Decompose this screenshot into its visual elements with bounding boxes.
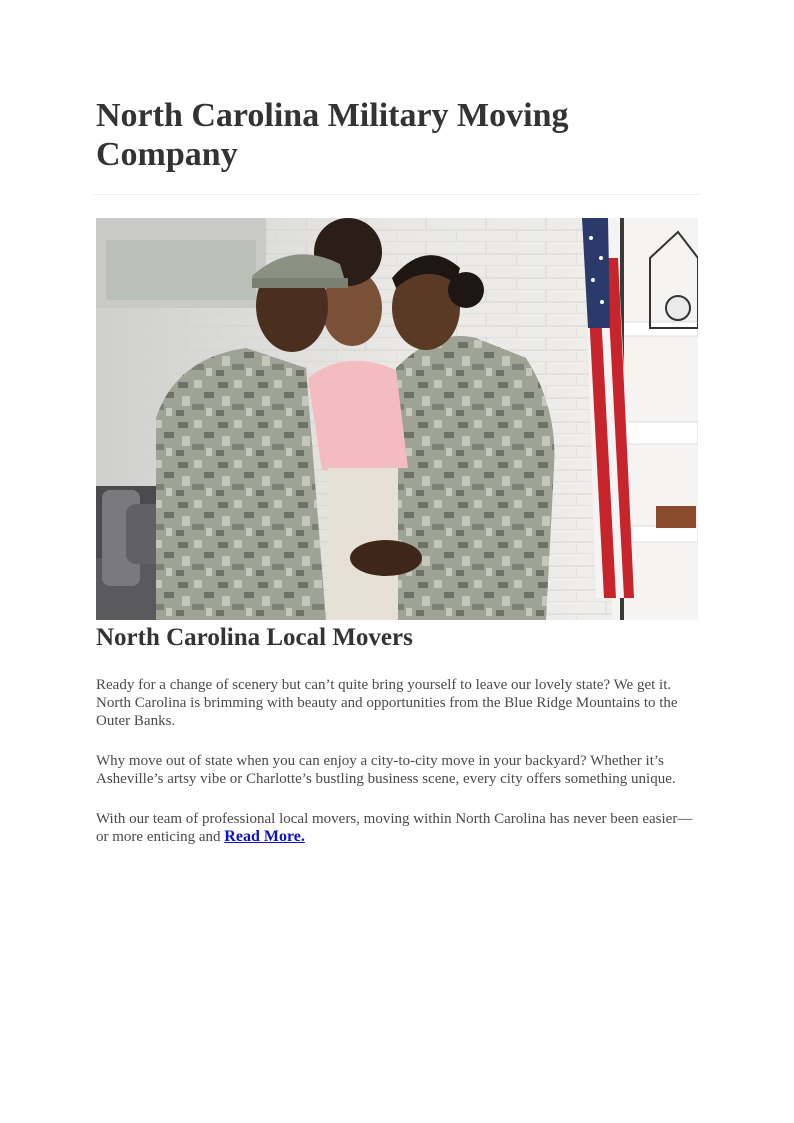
- read-more-link[interactable]: Read More.: [224, 828, 305, 845]
- family-photo-image: [96, 218, 698, 620]
- page-title: North Carolina Military Moving Company: [96, 97, 569, 173]
- paragraph-2: Why move out of state when you can enjoy a city-to-city move in your backyard? Whether it’s Asheville’s artsy vibe or Charlotte’s bustling business scene, every city offers something unique.: [96, 753, 676, 787]
- document-page: [96, 96, 698, 846]
- paragraph-3: [96, 810, 698, 846]
- section-heading: North Carolina Local Movers: [96, 624, 413, 651]
- title-divider: [94, 194, 700, 195]
- paragraph-1: Ready for a change of scenery but can’t quite bring yourself to leave our lovely state? We get it. North Carolina is brimming with beauty and opportunities from the Blue Ridge Mountains to the Outer Banks.: [96, 677, 678, 729]
- paragraph-3-text: With our team of professional local movers, moving within North Carolina has never been easier—or more enticing and: [96, 811, 693, 845]
